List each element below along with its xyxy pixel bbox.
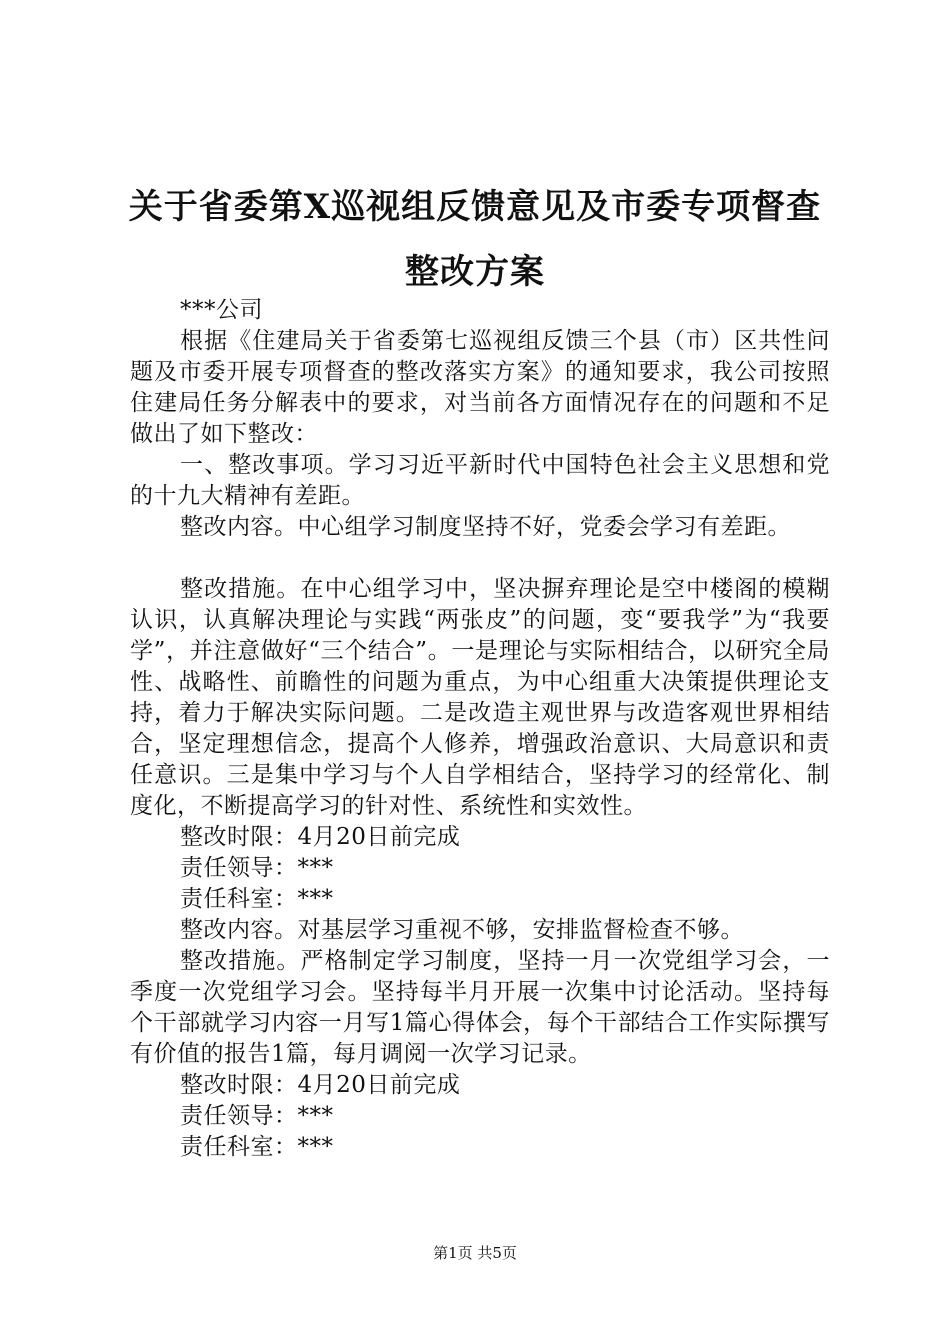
responsible-office-2: 责任科室：*** xyxy=(180,1134,334,1160)
responsible-leader-2: 责任领导：*** xyxy=(180,1103,334,1129)
rectification-measures-1: 整改措施。在中心组学习中，坚决摒弃理论是空中楼阁的模糊认识，认真解决理论与实践“两张皮”的问题，变“要我学”为“我要学”，并注意做好“三个结合”。一是理论与实际相结合，以研究全局性、战略性、前瞻性的问题为重点，为中心组重大决策提供理论支持，着力于解决实际问题。二是改造主观世界与改造客观世界相结合，坚定理想信念，提高个人修养，增强政治意识、大局意识和责任意识。三是集中学习与个人自学相结合，坚持学习的经常化、制度化，不断提高学习的针对性、系统性和实效性。 xyxy=(130,576,830,819)
rectification-content-2: 整改内容。对基层学习重视不够，安排监督检查不够。 xyxy=(180,917,744,943)
rectification-content-1: 整改内容。中心组学习制度坚持不好，党委会学习有差距。 xyxy=(180,514,791,540)
company-name: ***公司 xyxy=(180,297,263,323)
responsible-leader-1: 责任领导：*** xyxy=(180,855,334,881)
rectification-item: 一、整改事项。学习习近平新时代中国特色社会主义思想和党的十九大精神有差距。 xyxy=(130,452,830,509)
document-title-line-1: 关于省委第X巡视组反馈意见及市委专项督查 xyxy=(128,187,822,227)
document-title-line-2: 整改方案 xyxy=(405,252,545,292)
document-body xyxy=(130,295,830,1163)
responsible-office-1: 责任科室：*** xyxy=(180,886,334,912)
intro-paragraph: 根据《住建局关于省委第七巡视组反馈三个县（市）区共性问题及市委开展专项督查的整改落实方案》的通知要求，我公司按照住建局任务分解表中的要求，对当前各方面情况存在的问题和不足做出了如下整改： xyxy=(130,328,830,447)
page-footer: 第1页 共5页 xyxy=(433,1244,517,1262)
deadline-1: 整改时限：4月20日前完成 xyxy=(180,824,461,850)
rectification-measures-2: 整改措施。严格制定学习制度，坚持一月一次党组学习会，一季度一次党组学习会。坚持每半月开展一次集中讨论活动。坚持每个干部就学习内容一月写1篇心得体会，每个干部结合工作实际撰写有价值的报告1篇，每月调阅一次学习记录。 xyxy=(130,948,830,1067)
deadline-2: 整改时限：4月20日前完成 xyxy=(180,1072,461,1098)
